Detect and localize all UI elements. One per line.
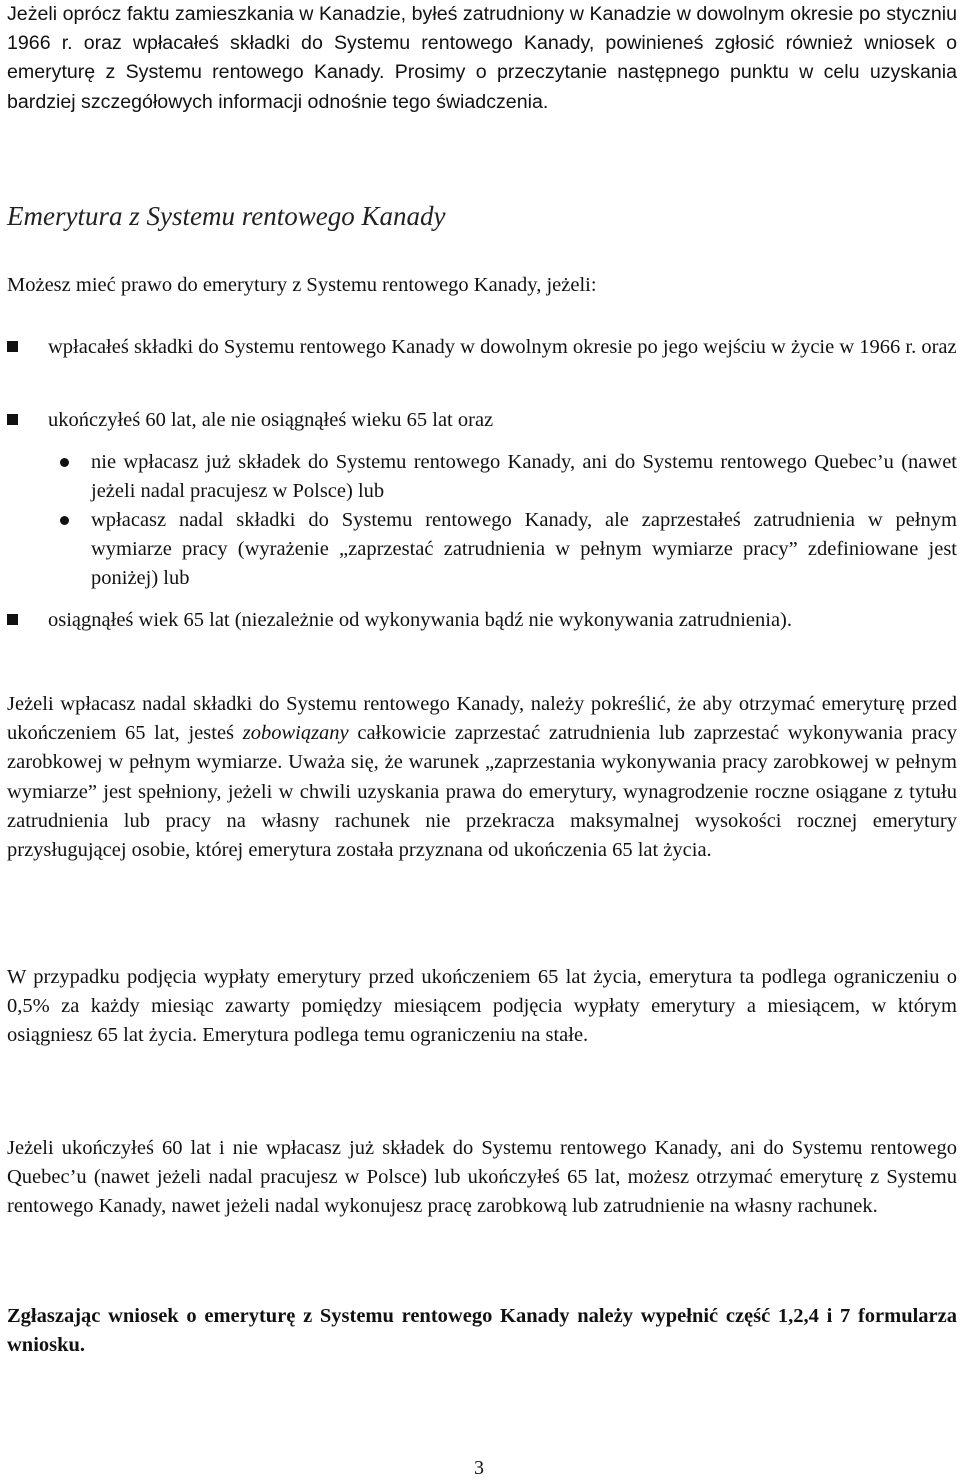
sub-condition-item: [7, 506, 957, 594]
condition-text: wpłacałeś składki do Systemu rentowego Kanady w dowolnym okresie po jego wejściu w życie w 1966 r. oraz: [48, 336, 957, 358]
sub-condition-item: [7, 448, 957, 506]
contribution-paragraph: Jeżeli wpłacasz nadal składki do Systemu rentowego Kanady, należy pokreślić, że aby otrzymać emeryturę przed ukończeniem 65 lat, jesteś zobowiązany całkowicie zaprzestać zatrudnienia lub zaprzestać wykonywania pracy zarobkowej w pełnym wymiarze. Uważa się, że warunek „zaprzestania wykonywania pracy zarobkowej w pełnym wymiarze” jest spełniony, jeżeli w chwili uzyskania prawa do emerytury, wynagrodzenie roczne osiągane z tytułu zatrudnienia lub pracy na własny rachunek nie przekracza maksymalnej wysokości rocznej emerytury przysługującej osobie, której emerytura została przyznana od ukończenia 65 lat życia.: [7, 693, 957, 862]
condition-text: osiągnąłeś wiek 65 lat (niezależnie od wykonywania bądź nie wykonywania zatrudnienia).: [48, 609, 792, 631]
square-bullet-icon: [7, 414, 18, 425]
condition-item: [7, 606, 957, 635]
intro-paragraph: Jeżeli oprócz faktu zamieszkania w Kanadzie, byłeś zatrudniony w Kanadzie w dowolnym okresie po styczniu 1966 r. oraz wpłacałeś składki do Systemu rentowego Kanady, powinieneś zgłosić również wniosek o emeryturę z Systemu rentowego Kanady. Prosimy o przeczytanie następnego punktu w celu uzyskania bardziej szczegółowych informacji odnośnie tego świadczenia.: [7, 3, 957, 113]
reduction-paragraph: W przypadku podjęcia wypłaty emerytury przed ukończeniem 65 lat życia, emerytura ta podlega ograniczeniu o 0,5% za każdy miesiąc zawarty pomiędzy miesiącem podjęcia wypłaty emerytury a miesiącem, w którym osiągniesz 65 lat życia. Emerytura podlega temu ograniczeniu na stałe.: [7, 966, 957, 1047]
application-note: Zgłaszając wniosek o emeryturę z Systemu rentowego Kanady należy wypełnić część 1,2,4 i 7 formularza wniosku.: [7, 1305, 957, 1357]
condition-text: ukończyłeś 60 lat, ale nie osiągnąłeś wieku 65 lat oraz: [48, 409, 494, 431]
square-bullet-icon: [7, 614, 18, 625]
eligibility-lead: Możesz mieć prawo do emerytury z Systemu rentowego Kanady, jeżeli:: [7, 274, 597, 296]
sub-condition-text: wpłacasz nadal składki do Systemu rentowego Kanady, ale zaprzestałeś zatrudnienia w pełnym wymiarze pracy (wyrażenie „zaprzestać zatrudnienia w pełnym wymiarze pracy” zdefiniowane jest poniżej) lub: [91, 509, 957, 590]
condition-item: [7, 406, 957, 435]
square-bullet-icon: [7, 341, 18, 352]
round-bullet-icon: [60, 516, 69, 525]
sub-condition-text: nie wpłacasz już składek do Systemu rentowego Kanady, ani do Systemu rentowego Quebec’u (nawet jeżeli nadal pracujesz w Polsce) lub: [91, 451, 957, 503]
section-heading: Emerytura z Systemu rentowego Kanady: [7, 201, 446, 231]
round-bullet-icon: [60, 458, 69, 467]
condition-item: [7, 333, 957, 362]
emphasis-text: zobowiązany: [242, 722, 349, 745]
eligibility-paragraph: Jeżeli ukończyłeś 60 lat i nie wpłacasz już składek do Systemu rentowego Kanady, ani do Systemu rentowego Quebec’u (nawet jeżeli nadal pracujesz w Polsce) lub ukończyłeś 65 lat, możesz otrzymać emeryturę z Systemu rentowego Kanady, nawet jeżeli nadal wykonujesz pracę zarobkową lub zatrudnienie na własny rachunek.: [7, 1137, 957, 1218]
page-number: 3: [474, 1457, 484, 1479]
